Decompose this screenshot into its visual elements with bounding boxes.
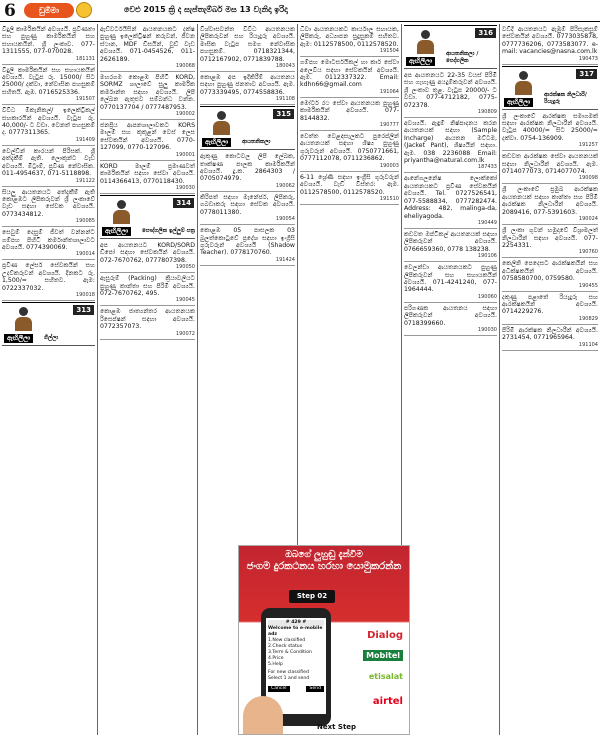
section-label: ඇඟිලිලා [406,57,435,66]
cancel-softkey: Cancel [268,686,290,692]
person-figure-icon [510,71,536,97]
classified-ad [2,146,95,187]
classified-ad [2,260,95,301]
ad-code: 191257 [578,142,598,149]
ad-text: මහරගම කොළඹ පිහිටි KORD, SORMZ ශාලාවේ සුලු කාර්මික කර්මාන්ත සඳහා අවශ්‍යයි. ලිපි ලේඛන ඇතුළුව සම්බන්ධ වන්න. 0770137704 / 0777487953. [100,74,195,111]
ad-text: ශ්‍රී ලංකාවේ ප්‍රමුඛ ආරක්ෂක ආයතනයක් සඳහා කාන්තා සහ පිරිමි ආරක්ෂක නිලධාරීන් අවශ්‍යයි. 2089416, 077-5391603. [502,186,598,216]
classified-ad [404,173,497,228]
ad-text: වෙලන්ඩා ආයතනයකට පුහුණු ලිපිකරුවන් සහ සහායකයින් අවශ්‍යයි. 071-4241240, 077-1964444. [404,264,497,294]
next-step-label: Next Step [317,723,357,731]
logo-badge-icon [76,2,92,18]
classified-ad [502,151,598,184]
send-softkey: Send [306,686,324,692]
ad-code: 190085 [75,218,95,225]
classified-ad [300,131,399,172]
ad-code: 190455 [578,282,598,289]
ad-text: විවිධ මිකැනිකල්/ ඉලෙක්ට්‍රිකල් සහකාරයින් අවශ්‍යයි. වැටුප රු. 40,000/- ට වඩා. වෙනත් පහසුකම් ද. 0777311365. [2,107,96,137]
classified-ad [404,118,497,173]
section-number: 313 [73,305,94,315]
section-header [100,195,195,239]
section-header [2,302,95,346]
ad-code: 190473 [578,55,598,62]
classified-ad [100,273,195,306]
ad-code: 190014 [75,251,95,258]
ad-text: සෙවුම් දෙසුම් ජීවත් වන්නන්ට ගම්පහ පිහිටි කර්මාන්තශාලාවට අවශ්‍යයි. 0774390069. [2,229,95,251]
ad-text: 6-11 ශ්‍රේණි සඳහා ඉංග්‍රීසි ගුරුවරුන් අවශ්‍යයි. වැඩි විස්තර: ඇම. 0112578500, 0112578520. [300,173,399,196]
classified-ad [2,24,95,65]
ad-text: ඇකුණු කොටවල ලිපි ලේඛක, තාක්ෂණ පාලක කාර්මිකයින් අවශ්‍යයි. දු.ක. 2864303 / 0705074979. [200,153,295,183]
classified-ad [100,306,195,339]
ad-text: පිරිමි ආරක්ෂක නිලධාරීන් අවශ්‍යයි. 2731454, 0771965964. [502,326,598,342]
ad-text: සියලු ආයතනයට අත්දැකීම් ඇති කොළඹට ලිපිකරුවන් ශ්‍රී ලංකාවේ වැඩ සඳහා සේවක අවශ්‍යයි. 0773434812. [2,188,95,218]
classified-ad [404,262,497,303]
classified-ad [502,258,598,291]
ad-text: කෙලිනි පෙදෙසට ආරක්ෂකයින් සහ අධීක්ෂකයින් අවශ්‍යයි. 0758580700, 0759580. [502,260,598,283]
screen-softkeys [268,686,324,692]
ad-code: 190045 [175,297,195,304]
classified-ad [200,24,295,72]
ad-text: කොළඹ අප ඉදිකිරීම් ආයතනය සඳහා පුහුණු ජනතාව අවශ්‍යයි. ඇම. 0773339495, 0774558836. [200,74,295,96]
ad-text: KORD මාලම් ප්‍රමාණවත් කාර්මිකයින් සඳහා සේවා අවශ්‍යයි. 0114366413, 0770118430. [100,162,195,185]
classified-ad [200,151,295,192]
ad-text: ආනේගලනේෂ ලොක්කෝ ආයතනයකට ප්‍රවීණ සේවකයින් අවශ්‍යයි. Tel. 0727526541, 077-5588834, 0777282474. Address: 482, malinga-da, eheliyagoda. [404,175,497,220]
person-figure-icon [412,30,438,56]
etisalat-logo: etisalat [368,672,403,681]
ad-code: 190072 [175,330,195,337]
classified-ad [300,57,399,98]
ad-code: 190030 [477,326,497,333]
ad-text: මෝටර් රථ සේවා ආයතනයක පුහුණු කාර්මිකයින් අවශ්‍යයි. 077-8144832. [300,99,399,122]
classified-ad [2,105,95,146]
person-figure-icon [10,307,36,333]
section-label: ඇඟිලිලා [504,98,533,107]
ussd-code: # 429 # [268,620,324,626]
ad-text: විශ්වාසවන්ත විවිධ ආයතනයක ලිපිකරුවන් සහ රියැදුරු අවශ්‍යයි. මාසික වැටුප සමග නේවාසික පහසුකම්. 0718321344, 0712167902, 0771839788. [200,26,295,63]
step-label: Step 02 [289,590,335,603]
ad-code: 191122 [75,177,95,184]
ad-code: 190050 [175,264,195,271]
ad-text: අවශ්‍යයි. ඇඳුම් නිෂ්පාදනය කරන ආයතනයක් සඳහා (Sample Incharge) ආයතන මට්ටම, (Jacket Pant), ශිෂ්‍යයින් සඳහා. ඇම. 038 2236088 Email: priyantha@natural.com.lk [404,120,497,165]
ad-code: 190030 [175,184,195,191]
classified-ad [300,172,399,205]
ad-code: 191409 [75,136,95,143]
ad-text: කඩවත ඔප්ටිකල් ආයතනයක් සඳහා ලිපිකරුවන් අවශ්‍යයි. 0766659360, 0778 138238. [404,230,497,253]
ad-code: 190003 [379,162,399,169]
classified-ad [100,72,195,120]
ad-text: කොළඹ 05 පාසලක 03 බුලත්කොටුවේ ප්‍රදේශ සඳහා ඉංග්‍රීසි ගුරුවරුන් අවශ්‍යයි (Shadow Teacher). 0778170760. [200,227,295,257]
classified-ad [100,161,195,194]
ad-code: 190449 [477,219,497,226]
ad-text: ධිවා ආයතනයකට කාර්යාල සහායක, ලිපිකරු, අධ්‍යාපන සුදුසුකම් සහිතව. ඇම: 0112578500, 0112578520. [300,26,399,48]
section-header [404,25,497,69]
section-header [200,106,295,150]
classified-ad [100,24,195,72]
classified-column-6 [500,24,600,735]
ad-code: 180043 [275,63,295,70]
page-number: 6 [4,1,16,21]
ad-code: 191064 [379,88,399,95]
menu-item: 4.Price [268,656,284,661]
ad-code: 190777 [379,122,399,129]
section-number: 314 [173,198,194,208]
ad-text: විදුලි කාර්මිකයින් අවශ්‍යයි. ප්‍රවීණතා සහ පුහුණු කාර්මිකයින් සහ සහායකයින්. ශ්‍රී ලංකාව. 077-1311555, 077-070028. [2,26,95,56]
menu-item: 3.Term & Condition [268,650,312,655]
classified-ad [404,70,497,118]
ad-text: කඩවත ආරක්ෂක සේවා ආයතනයක් සඳහා නිලධාරීන් අවශ්‍යයි. ඇම. 0714077073, 0714077074. [502,153,598,176]
ad-text: අප ආයතනයට 22-35 වයස් පිරිමි සහ ගැහැණු අයදුම්කරුවන් අවශ්‍යයි. ශ්‍රී ලංකාව තුළ. වැටුප 20000/- ට වඩා. 077-4712182, 0775-072378. [404,72,497,109]
ad-code: 190024 [578,216,598,223]
classified-ad [404,229,497,262]
logo-text: ඩුම්මා [38,6,60,15]
screen-title: Welcome to e-mobile adz [268,626,323,637]
hand-illustration [243,696,283,735]
ad-text: කොළඹ ජාත්‍යන්තර ආයතනයක රිසෙප්ෂන් සඳහා අවශ්‍යයි. 0772357073. [100,308,195,331]
person-figure-icon [208,111,234,137]
ad-code: 190060 [477,293,497,300]
ad-text: විදුලි කාර්මිකයින් සහ සහායකයින් අවශ්‍යයි. වැටුප රු. 15000/ සිට 25000/ දක්වා, නේවාසික පහසුකම් සහිතයි. ඇඹ. 0716525336. [2,66,95,96]
airtel-logo: airtel [372,696,403,707]
classified-ad [300,98,399,131]
classified-column-1 [0,24,98,735]
classified-ad [300,24,399,57]
ad-text: කිරිපත් සඳහා මැනේජර්, ලිපිකරු, ගබඩාකරු සඳහා සේවක අවශ්‍යයි. 0778011380. [200,193,295,216]
ad-code: 190809 [477,109,497,116]
ad-text: වෙල්ඩින් කාරයන් පිරිසක්. ශ්‍රී අත්දැකීම් ඇති. ලොකුන්ට වැඩ අවශ්‍යයි. මිට්‍රාම්, ප්‍රවීණ නේවාසික. 011-4954637, 071-5118898. [2,147,95,178]
menu-item: 2.Check status [268,644,303,649]
menu-item: 1.New classified [268,638,306,643]
section-subtitle: පෞද්ගලික ඉල්ලුම් පත්‍ර [142,227,195,234]
ad-code: 191108 [275,96,295,103]
ad-code: 190062 [275,182,295,189]
ad-text: අප ආයතනයට KORD/SORD ඩිපෝ සඳහා සේවකයින් අවශ්‍යයි. 072-7670762, 0777807398. [100,241,195,264]
section-subtitle: ආරක්ෂක නිලධාරි/රියැදුරු [544,91,587,105]
section-label: ඇඟිලිලා [102,227,131,236]
classified-ad [404,303,497,336]
classified-ad [2,227,95,260]
banner-headline-2: ජංගම දුරකථනය හරහා යොමුකරන්න [246,561,402,572]
classified-ad [502,292,598,325]
ad-text: ප්‍රවීණ ලේසර් සේවකයින් සහ උදව්කරුවන් අවශ්‍යයි. දිනකට රු. 1,500/= සහිතව. ඇම: 0722337032. [2,262,95,292]
classified-ad [100,240,195,273]
section-subtitle: ආයතනිකලා [242,139,271,146]
section-header [502,66,598,110]
ad-code: 190054 [275,216,295,223]
ad-code: 190002 [175,111,195,118]
classified-column-5 [402,24,500,735]
ad-text: ගම්පහ මොටර්සයිකල් හා කාර් සේවා අලෙවිය සඳහා සේවකයින් අවශ්‍යයි. ඇම. 0112337322. Email: kdhn66@gmail.com [300,59,399,89]
section-label: ඇඟිලිලා [4,334,33,343]
classified-ad [200,192,295,225]
dialog-promo-banner [238,545,410,735]
dialog-logo: Dialog [367,630,403,641]
ad-code: 181131 [75,55,95,62]
masthead [0,0,600,22]
classified-ad [100,120,195,161]
ad-text: වෙත්ත වෙළඳසැලකට පුරෙප්ලින් ආයතනයක් සඳහා ශිෂ්‍ය පුහුණු ගුරුවරුන් අවශ්‍යයි. 0750771661, 0777112078, 0711236862. [300,133,399,163]
ad-code: 190068 [175,63,195,70]
ad-text: දකුණු පළාතේ රියැදුරු සහ ආරක්ෂකයින් අවශ්‍යයි. 0714229276. [502,293,598,316]
ad-text: ශ්‍රී ලංකාවේ ආරක්ෂක සමාගමක් සඳහා ආරක්ෂක නිලධාරීන් අවශ්‍යයි. වැටුප 40000/= සිට 25000/= දක්වා. 0754-136909. [502,112,598,142]
person-figure-icon [108,200,134,226]
ad-code: 191424 [275,256,295,263]
banner-headline-1: ඔබගේ ලුහුඬු දැන්වීම [285,550,363,560]
ad-text: පරිගණක ආයතනය සඳහා ලිපිකරුවන් අවශ්‍යයි. 0718399660. [404,304,497,327]
ad-code: 190106 [477,253,497,260]
newspaper-logo [24,3,74,18]
ad-code: 191504 [379,48,399,55]
classified-ad [502,325,598,351]
menu-item: 5.Help [268,662,283,667]
classified-column-2 [98,24,198,735]
classified-ad [502,184,598,225]
ad-code: 190829 [578,315,598,322]
screen-prompt: For new classified Select 1 and send [268,670,310,681]
ad-code: 191510 [379,195,399,202]
ad-code: 190018 [75,291,95,298]
mobitel-logo: Mobitel [363,650,403,661]
classified-ad [2,65,95,106]
ad-code: 187433 [477,164,497,171]
ad-code: 191507 [75,96,95,103]
ad-code: 191104 [578,341,598,348]
ad-text: ඇඩ්වර්ටයිසින් ආයතනයකට දක්ෂ පුහුණු ඉලෙක්ට්‍රීෂන් කරුවන්, ජීවන ස්ථාන, MDF ඩිසයින්, වුඩ් වැඩ අවශ්‍යයි. 071-0454526, 011-2626189. [100,26,195,63]
ad-code: 190098 [578,175,598,182]
issue-date: වෙළු 2015 ක්‍රි ද සැප්තැම්බර් මස 13 වැනිදා ඉරිදා [124,5,288,14]
ad-code: 190760 [578,249,598,256]
section-number: 315 [273,109,294,119]
ad-text: වඩිදි ආයතනයට ඇඹුම් පිරිසැකසුම් සේවකයින් අවශ්‍යයි. 0773035878, 0777736206, 0773583077. e-mail: vacancies@nasna.com.lk [502,26,598,56]
ad-text: ඇසුරුම් (Packing) ක්‍රියාවලියට පුහුණු කාන්තා සහ පිරිමි අවශ්‍යයි. 072-7670762, 495. [100,275,195,297]
ad-text: ජනප්‍රිය ආපනශාලාවකට KORS මාලම් සහ කුකුළන් වෙස් ලෙස සේවකයින් අවශ්‍යයි. 0770-127099, 0770-127096. [100,122,195,152]
classified-ad [502,111,598,152]
classified-ad [200,72,295,105]
classified-ad [2,187,95,228]
classified-ad [502,24,598,65]
classified-ad [502,225,598,258]
section-number: 316 [475,28,496,38]
ad-code: 190001 [175,151,195,158]
section-label: ඇඟිලිලා [202,138,231,147]
ad-text: ශ්‍රී ලංකා ගුවන් හමුදාවේ විශ්‍රාමලත් නිලධාරීන් සඳහා අවශ්‍යයි. 077-2254331. [502,227,598,249]
section-subtitle: ගිල්ලා [44,334,59,341]
classified-ad [200,225,295,266]
section-number: 317 [576,69,597,79]
section-subtitle: ආයතනිකලා / පෙද්ගලික [446,51,479,64]
